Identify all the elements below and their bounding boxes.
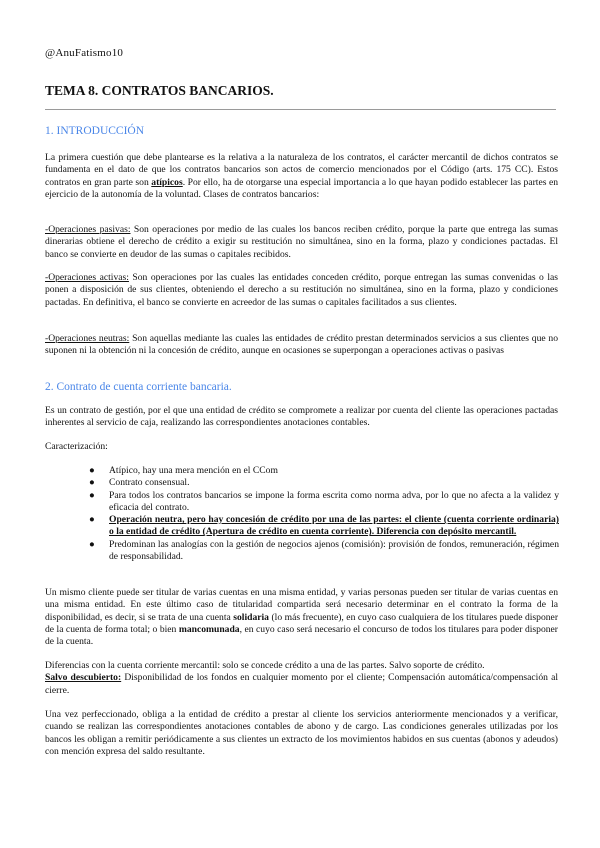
definition-paragraph: Es un contrato de gestión, por el que una entidad de crédito se compromete a realizar por cuenta del cliente las operaciones pactadas inherentes al servicio de caja, realizando las correspondientes anotaciones contables. — [45, 405, 558, 429]
operaciones-pasivas-paragraph — [45, 224, 558, 261]
caracterizacion-label: Caracterización: — [45, 441, 108, 452]
list-item — [89, 477, 559, 489]
activas-label: -Operaciones activas: — [45, 272, 129, 283]
diferencias-text: Diferencias con la cuenta corriente mercantil: solo se concede crédito a una de las partes. Salvo soporte de crédito. — [45, 660, 485, 671]
salvo-label: Salvo descubierto: — [45, 672, 122, 684]
titularidad-paragraph — [45, 587, 558, 648]
salvo-text: Disponibilidad de los fondos en cualquier momento por el cliente; Compensación automática/compensación al cierre. — [45, 672, 558, 696]
section-heading-cuenta-corriente: 2. Contrato de cuenta corriente bancaria. — [45, 381, 232, 393]
list-item — [89, 465, 559, 477]
list-item-text: Operación neutra, pero hay concesión de crédito por una de las partes: el cliente (cuenta corriente ordinaria) o la entidad de crédito (Apertura de crédito en cuenta corriente). Diferencia con depósito mercantil. — [109, 514, 559, 538]
bullet-icon: ● — [89, 514, 95, 526]
section-heading-introduccion: 1. INTRODUCCIÓN — [45, 125, 145, 137]
bullet-icon: ● — [89, 538, 95, 550]
list-item-text: Contrato consensual. — [109, 477, 190, 489]
operaciones-neutras-paragraph — [45, 333, 558, 358]
titular-text-3: , en cuyo caso será necesario el concurso de todos los titulares para poder disponer de la cuenta. — [45, 623, 558, 648]
neutras-label: -Operaciones neutras: — [45, 333, 130, 344]
author-handle: @AnuFatismo10 — [45, 47, 124, 59]
final-paragraph: Una vez perfeccionado, obliga a la entidad de crédito a prestar al cliente los servicios anteriormente mencionados y a verificar, cuando se realizan las correspondientes anotaciones contables de abono y de cargo. Las condiciones generales utilizadas por los bancos les obligan a remitir periódicamente a sus clientes un extracto de los movimientos habidos en sus cuentas (abonos y adeudos) con mención expresa del saldo resultante. — [45, 709, 558, 757]
titular-bold-2: mancomunada — [178, 623, 240, 635]
page-title: TEMA 8. CONTRATOS BANCARIOS. — [45, 83, 274, 98]
list-item — [89, 490, 559, 515]
intro-rest: . Por ello, ha de otorgarse una especial importancia a lo que hayan podido establecer las partes en ejercicio de la autonomía de la voluntad. Clases de contratos bancarios: — [45, 176, 558, 200]
neutras-text: Son aquellas mediante las cuales las entidades de crédito prestan determinados servicios a sus clientes que no suponen ni la obtención ni la concesión de crédito, aunque en ocasiones se superpongan a operaciones activas o pasivas — [45, 333, 558, 357]
operaciones-activas-paragraph — [45, 272, 558, 309]
bullet-icon: ● — [89, 477, 95, 489]
titular-text-1: Un mismo cliente puede ser titular de varias cuentas en una misma entidad, y varias personas pueden ser titular de varias cuentas en una misma entidad. En este último caso de titularidad compartida será necesario determinar en el contrato la forma de la disponibilidad, es decir, si se trata de una cuenta — [45, 587, 558, 623]
activas-text: Son operaciones por las cuales las entidades conceden crédito, porque entregan las sumas convenidas o las ponen a disposición de sus clientes, obteniendo el derecho a su restitución no simultánea, sino en la forma, plazo y condiciones pactadas. En definitiva, el banco se convierte en acreedor de las sumas o capitales facilitados a sus clientes. — [45, 272, 558, 308]
bullet-icon: ● — [89, 465, 95, 476]
list-item-text: Predominan las analogías con la gestión de negocios ajenos (comisión): provisión de fondos, remuneración, régimen de responsabilidad. — [109, 538, 559, 563]
list-item-text: Atípico, hay una mera mención en el CCom — [109, 465, 278, 476]
list-item-text: Para todos los contratos bancarios se impone la forma escrita como norma adva, por lo que no afecta a la validez y eficacia del contrato. — [109, 489, 559, 513]
list-item — [89, 514, 559, 539]
title-divider — [45, 109, 556, 110]
titular-bold-1: solidaria — [233, 611, 269, 623]
list-item — [89, 539, 559, 564]
pasivas-text: Son operaciones por medio de las cuales los bancos reciben crédito, porque la parte que entrega las sumas dinerarias obtiene el derecho de crédito a exigir su restitución no simultánea, sino en la forma, plazo y condiciones pactadas. El banco se convierte en deudor de las sumas o capitales recibidos. — [45, 224, 558, 260]
titular-text-2: (lo más frecuente), en cuyo caso cualquiera de los titulares puede disponer de la cuenta de forma total; o bien — [45, 611, 559, 635]
bullet-icon: ● — [89, 489, 95, 501]
pasivas-label: -Operaciones pasivas: — [45, 224, 131, 235]
diferencias-paragraph — [45, 660, 558, 697]
intro-paragraph — [45, 152, 558, 201]
intro-bold: atípicos — [151, 176, 183, 188]
caracterizacion-list — [89, 465, 559, 563]
intro-text: La primera cuestión que debe plantearse es la relativa a la naturaleza de los contratos, el carácter mercantil de dichos contratos se fundamenta en el dato de que los contratos bancarios son actos de comercio mencionados por el Código (arts. 175 CC). Estos contratos en gran parte son — [45, 152, 558, 188]
